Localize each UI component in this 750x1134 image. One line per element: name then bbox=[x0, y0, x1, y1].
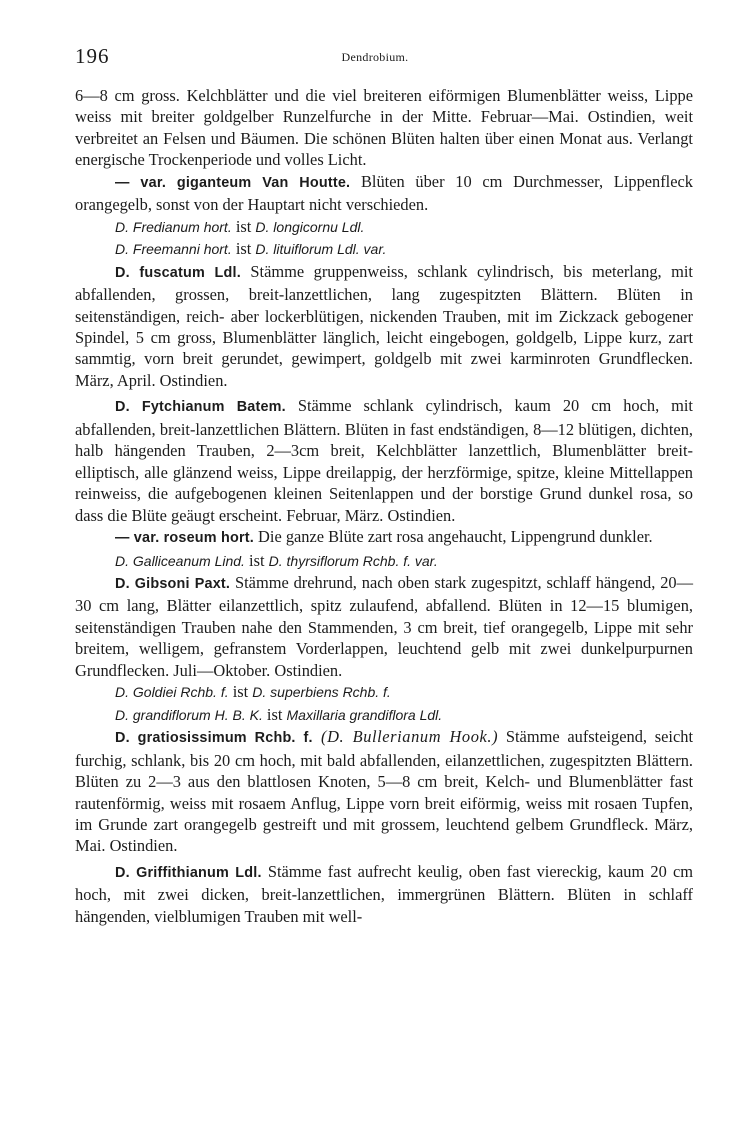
synonym-fredianum: D. Fredianum hort. ist D. longicornu Ldl. bbox=[115, 216, 365, 236]
entry-lead: — var. giganteum Van Houtte. bbox=[115, 174, 351, 191]
synonym-galliceanum: D. Galliceanum Lind. ist D. thyrsiflorum Rchb. f. var. bbox=[115, 550, 438, 570]
entry-lead: D. Fytchianum Batem. bbox=[115, 399, 286, 416]
entry-body: Stämme drehrund, nach oben stark zugespitzt, schlaff hängend, 20—30 cm lang, Blätter eilanzettlich, spitz zulaufend, abfallend. Blüten in 12—15 blumigen, seitenständigen Trauben nahe den Stammenden, 3 cm breit, tief orangegelb, Lippe mit sehr breitem, welligem, gefranstem Vorderlappen, leuchtend gelb mit zwei dunkelpurpurnen Grundflecken. Juli—Oktober. Ostindien. bbox=[75, 572, 693, 680]
entry-fuscatum bbox=[75, 261, 693, 392]
page-number: 196 bbox=[75, 44, 110, 68]
entry-lead: D. fuscatum Ldl. bbox=[115, 264, 241, 281]
running-head: Dendrobium. bbox=[341, 50, 409, 64]
synonym-grandiflorum: D. grandiflorum H. B. K. ist Maxillaria grandiflora Ldl. bbox=[115, 704, 443, 724]
entry-var-giganteum bbox=[75, 171, 693, 216]
entry-lead: D. gratiosissimum Rchb. f. bbox=[115, 730, 313, 747]
entry-synonym-paren: (D. Bullerianum Hook.) bbox=[312, 727, 499, 747]
entry-fytchianum bbox=[75, 395, 693, 526]
synonym-goldiei: D. Goldiei Rchb. f. ist D. superbiens Rchb. f. bbox=[115, 682, 391, 702]
entry-continuation: 6—8 cm gross. Kelchblätter und die viel breiteren eiförmigen Blumenblätter weiss, Lippe weiss mit breiter goldgelber Runzelfurche in der Mitte. Februar—Mai. Ostindien, weit verbreitet an Felsen und Bäumen. Die schönen Blüten halten über einen Monat aus. Verlangt energische Trockenperiode und volles Licht. bbox=[75, 86, 693, 170]
body-text bbox=[75, 85, 693, 927]
entry-lead: — var. roseum hort. bbox=[115, 530, 254, 547]
entry-body: Die ganze Blüte zart rosa angehaucht, Lippengrund dunkler. bbox=[253, 527, 653, 547]
entry-lead: D. Gibsoni Paxt. bbox=[115, 575, 231, 592]
entry-body: Blüten über 10 cm Durchmesser, Lippenfleck orangegelb, sonst von der Hauptart nicht verschieden. bbox=[75, 171, 693, 215]
entry-gibsoni bbox=[75, 572, 693, 681]
entry-body: Stämme gruppenweiss, schlank cylindrisch, bis meterlang, mit abfallenden, grossen, breit-lanzettlichen, lang zugespitzten Blättern. Blüten in seitenständigen, reich- aber lockerblütigen, nickenden Trauben, mit im Zickzack gebogener Spindel, 5 cm gross, Blumenblätter länglich, leicht eingebogen, goldgelb, Lippe kurz, zart sammtig, vorn breit gerundet, gewimpert, goldgelb mit zwei karminroten Grundflecken. März, April. Ostindien. bbox=[75, 261, 693, 390]
entry-body: Stämme fast aufrecht keulig, oben fast viereckig, kaum 20 cm hoch, mit zwei dicken, breit-lanzettlichen, immergrünen Blättern. Blüten in schlaff hängenden, vielblumigen Trauben mit well- bbox=[75, 861, 694, 926]
entry-body: Stämme schlank cylindrisch, kaum 20 cm hoch, mit abfallenden, breit-lanzettlichen Blättern. Blüten in fast endständigen, 8—12 blütigen, dichten, halb hängenden Trauben, 2—3cm breit, Kelchblätter lanzettlich, Blumenblätter breit-elliptisch, alle glänzend weiss, Lippe dreilappig, der herzförmige, spitze, kleine Mittellappen reinweiss, die aufgebogenen kleinen Seitenlappen und der borstige Grund dunkel rosa, so dass die Blüte geäugt erscheint. Februar, März. Ostindien. bbox=[75, 396, 693, 525]
entry-griffithianum bbox=[75, 861, 693, 927]
entry-var-roseum bbox=[75, 526, 693, 549]
synonym-freemanni: D. Freemanni hort. ist D. lituiflorum Ldl. var. bbox=[115, 239, 387, 259]
entry-gratiosissimum bbox=[75, 726, 693, 857]
entry-lead: D. Griffithianum Ldl. bbox=[115, 864, 262, 881]
entry-body: Stämme aufsteigend, seicht furchig, schlank, bis 20 cm hoch, mit bald abfallenden, eilanzettlichen, zugespitzten Blättern. Blüten zu 2—3 aus den blattlosen Knoten, 5—8 cm breit, Kelch- und Blumenblätter fast rautenförmig, weiss mit rosaem Anflug, Lippe vorn breit eiförmig, weiss mit rosaen Tupfen, im Grunde zart orangegelb gestreift und mit grossem, leuchtend gelbem Grundfleck. März, Mai. Ostindien. bbox=[75, 727, 693, 856]
